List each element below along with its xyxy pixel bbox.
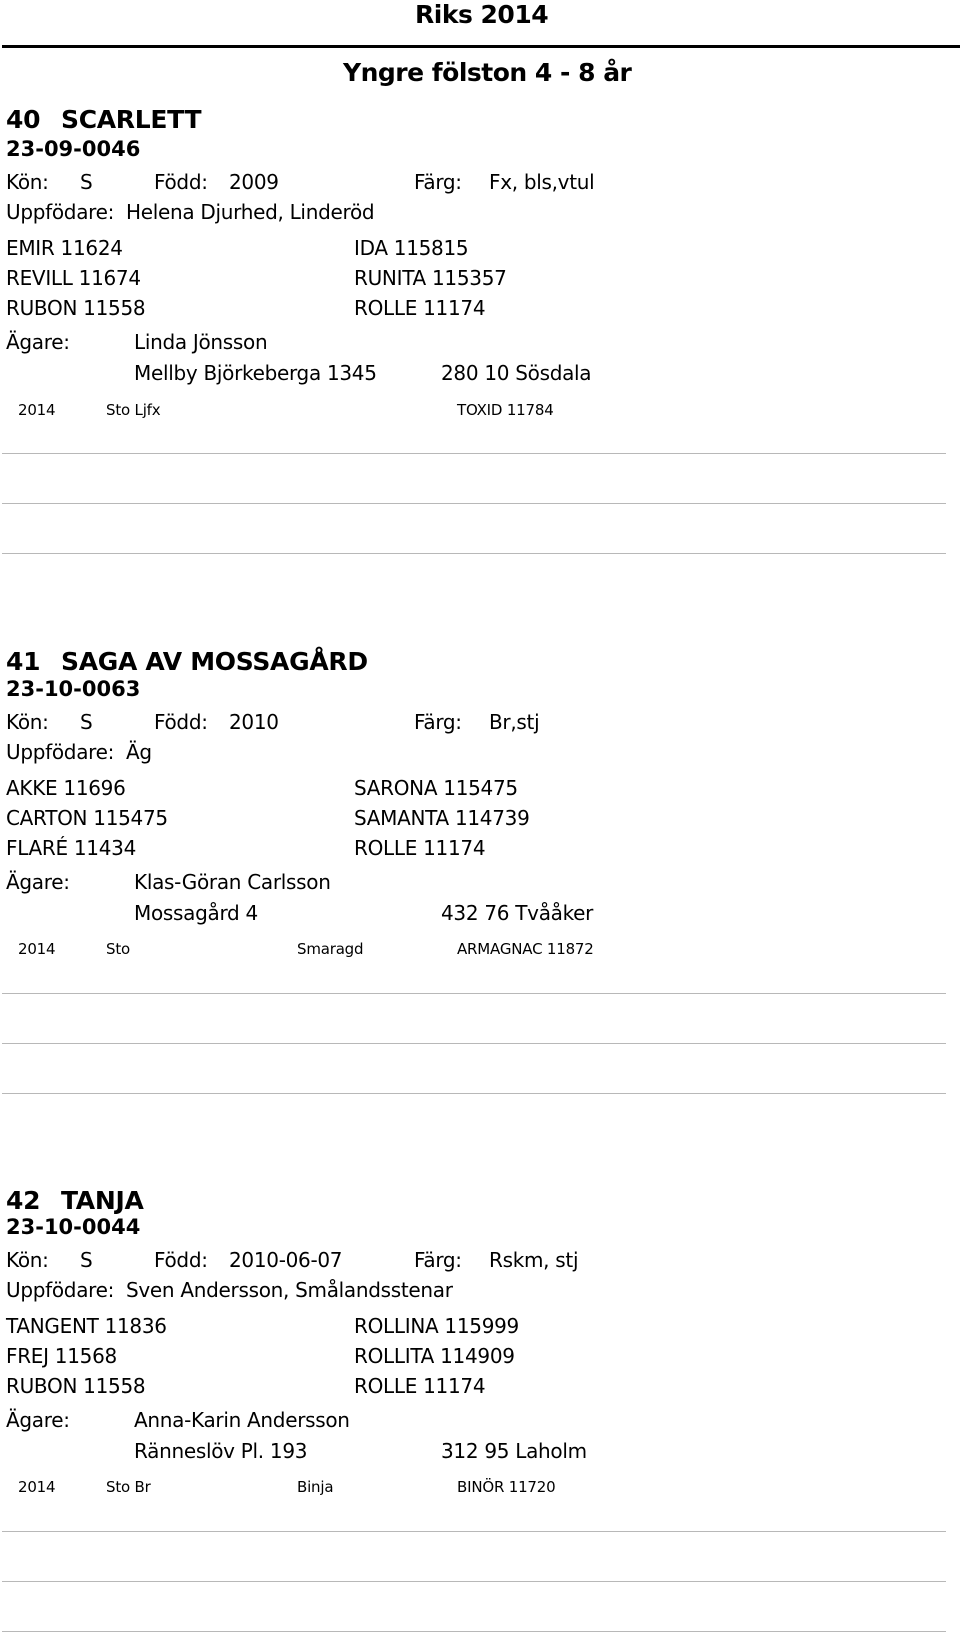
sire-dam: RUBON 11558 [6,1374,146,1398]
footer-type: Sto Br [106,1478,151,1496]
sex-label: Kön: [6,1248,49,1272]
footer-year: 2014 [18,940,56,958]
footer-stallion: ARMAGNAC 11872 [457,940,594,958]
color-label: Färg: [414,710,462,734]
sex-label: Kön: [6,170,49,194]
owner-city: 312 95 Laholm [441,1439,587,1463]
owner-name: Klas-Göran Carlsson [134,870,331,894]
footer-type: Sto Ljfx [106,401,161,419]
owner-name: Linda Jönsson [134,330,268,354]
dam-dam: RUNITA 115357 [354,266,507,290]
catalog-title: Riks 2014 [415,0,549,29]
dam: SARONA 115475 [354,776,518,800]
notes-line [2,503,946,504]
owner-city: 432 76 Tvååker [441,901,594,925]
entry-number: 41 [6,647,41,676]
sex-value: S [80,170,93,194]
breeder-value: Helena Djurhed, Linderöd [126,200,375,224]
dam: IDA 115815 [354,236,469,260]
owner-label: Ägare: [6,1408,70,1432]
footer-year: 2014 [18,1478,56,1496]
breeder-label: Uppfödare: [6,1278,115,1302]
sire-dam: RUBON 11558 [6,296,146,320]
registration-number: 23-10-0063 [6,677,141,701]
entry-number: 40 [6,105,41,134]
breeder-value: Sven Andersson, Smålandsstenar [126,1278,453,1302]
born-label: Född: [154,710,208,734]
sire: TANGENT 11836 [6,1314,167,1338]
sex-value: S [80,1248,93,1272]
sire-sire: FREJ 11568 [6,1344,117,1368]
entry-heading [6,105,201,134]
sex-label: Kön: [6,710,49,734]
owner-address: Mellby Björkeberga 1345 [134,361,377,385]
owner-label: Ägare: [6,330,70,354]
born-value: 2009 [229,170,279,194]
entry-heading [6,647,368,676]
color-label: Färg: [414,170,462,194]
owner-address: Ränneslöv Pl. 193 [134,1439,308,1463]
notes-line [2,1093,946,1094]
sire: AKKE 11696 [6,776,126,800]
color-label: Färg: [414,1248,462,1272]
color-value: Br,stj [489,710,540,734]
notes-line [2,1581,946,1582]
footer-type: Sto [106,940,130,958]
dam-dam: ROLLITA 114909 [354,1344,515,1368]
born-value: 2010-06-07 [229,1248,343,1272]
footer-stallion: TOXID 11784 [457,401,554,419]
notes-line [2,1531,946,1532]
color-value: Fx, bls,vtul [489,170,595,194]
breeder-label: Uppfödare: [6,740,115,764]
dam-sire: ROLLE 11174 [354,836,486,860]
dam-sire: ROLLE 11174 [354,296,486,320]
notes-line [2,1631,946,1632]
sire-dam: FLARÉ 11434 [6,836,137,860]
horse-name: TANJA [61,1186,144,1215]
footer-name: Binja [297,1478,334,1496]
sire-sire: CARTON 115475 [6,806,168,830]
horse-name: SCARLETT [61,105,202,134]
breeder-label: Uppfödare: [6,200,115,224]
born-value: 2010 [229,710,279,734]
breeder-value: Äg [126,740,152,764]
footer-year: 2014 [18,401,56,419]
registration-number: 23-10-0044 [6,1215,141,1239]
sire: EMIR 11624 [6,236,123,260]
registration-number: 23-09-0046 [6,137,141,161]
dam-sire: ROLLE 11174 [354,1374,486,1398]
born-label: Född: [154,1248,208,1272]
color-value: Rskm, stj [489,1248,579,1272]
class-title: Yngre fölston 4 - 8 år [343,58,632,87]
horse-name: SAGA AV MOSSAGÅRD [61,647,368,676]
sire-sire: REVILL 11674 [6,266,141,290]
notes-line [2,453,946,454]
owner-name: Anna-Karin Andersson [134,1408,350,1432]
sex-value: S [80,710,93,734]
footer-stallion: BINÖR 11720 [457,1478,556,1496]
footer-name: Smaragd [297,940,364,958]
owner-address: Mossagård 4 [134,901,258,925]
header-rule [2,45,960,48]
born-label: Född: [154,170,208,194]
notes-line [2,993,946,994]
entry-number: 42 [6,1186,41,1215]
notes-line [2,553,946,554]
entry-heading [6,1186,144,1215]
dam-dam: SAMANTA 114739 [354,806,530,830]
owner-city: 280 10 Sösdala [441,361,592,385]
notes-line [2,1043,946,1044]
dam: ROLLINA 115999 [354,1314,519,1338]
owner-label: Ägare: [6,870,70,894]
